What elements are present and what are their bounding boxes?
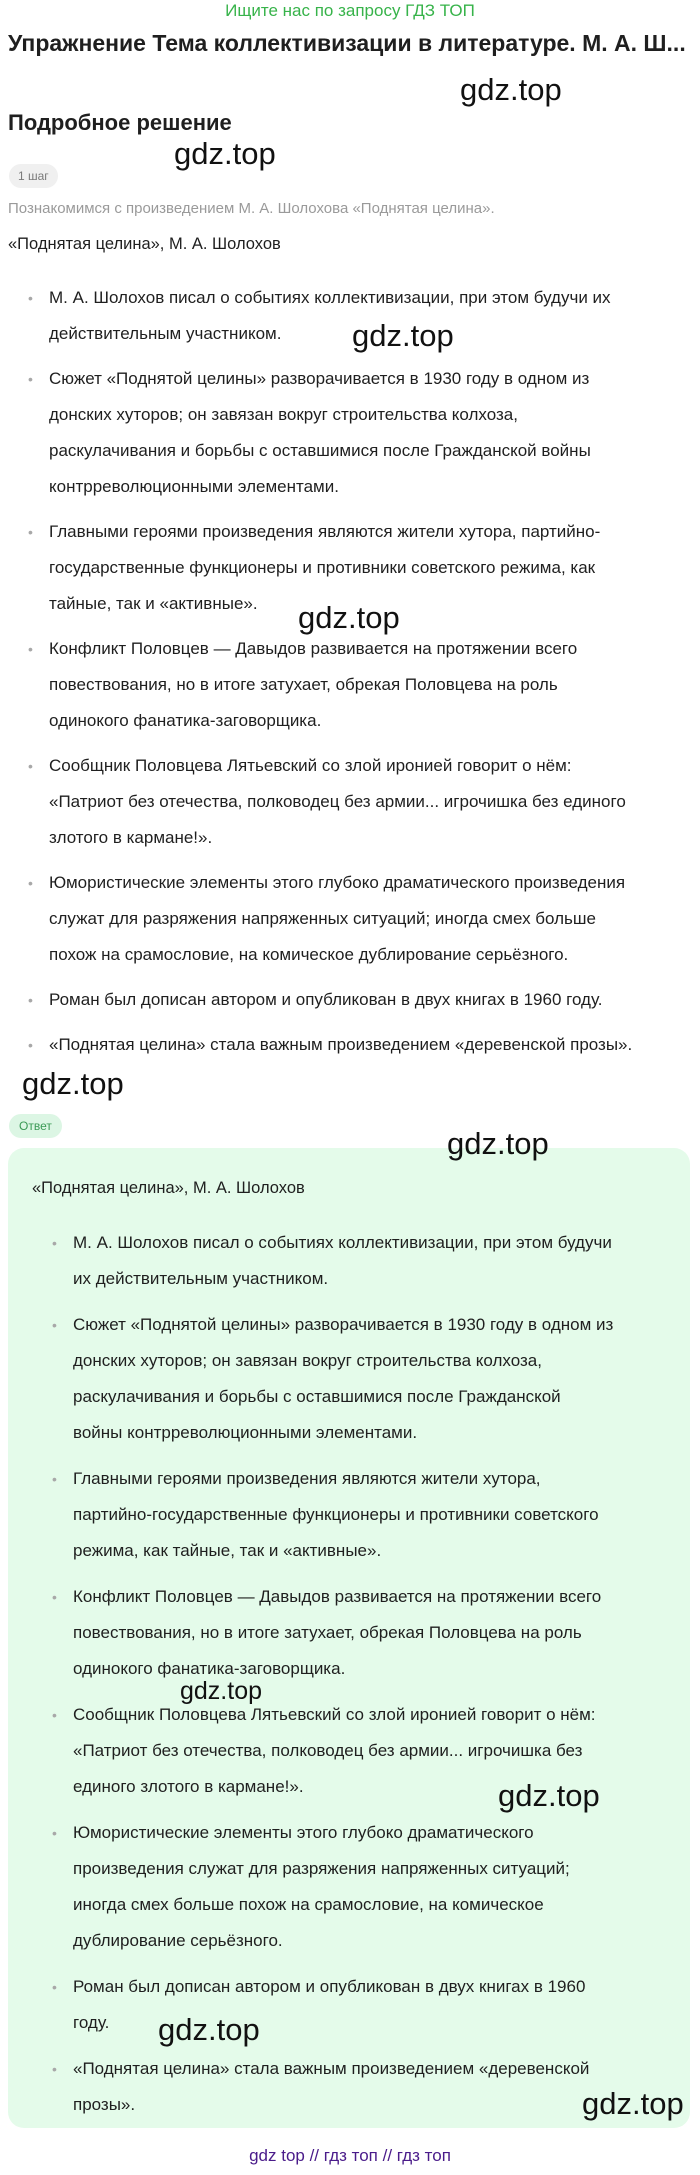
list-item-line: контрреволюционными элементами. (49, 477, 339, 496)
bullet-icon: • (28, 371, 33, 387)
bullet-icon: • (52, 1317, 57, 1333)
solution-heading: Подробное решение (8, 110, 232, 135)
list-item-line: действительным участником. (49, 324, 282, 343)
list-item-line: похож на срамословие, на комическое дублирование серьёзного. (49, 945, 569, 964)
list-item-line: году. (73, 2013, 110, 2032)
step-badge: 1 шаг (9, 164, 58, 188)
answer-badge: Ответ (9, 1114, 62, 1138)
list-item-line: «Поднятая целина» стала важным произведением «деревенской прозы». (49, 1035, 633, 1054)
list-item (52, 1225, 673, 1297)
list-item-line: «Патриот без отечества, полководец без армии... игрочишка без единого (49, 792, 626, 811)
list-item-line: Конфликт Половцев — Давыдов развивается на протяжении всего (49, 639, 578, 658)
list-item-line: их действительным участником. (73, 1269, 329, 1288)
list-item-line: одинокого фанатика-заговорщика. (73, 1659, 346, 1678)
bullet-icon: • (28, 1037, 33, 1053)
bullet-icon: • (28, 290, 33, 306)
list-item-line: Юмористические элементы этого глубоко драматического (73, 1823, 534, 1842)
list-item-line: Роман был дописан автором и опубликован в двух книгах в 1960 году. (49, 990, 603, 1009)
answer-list (52, 1225, 673, 2133)
list-item-line: Юмористические элементы этого глубоко драматического произведения (49, 873, 626, 892)
list-item-line: произведения служат для разряжения напряженных ситуаций; (73, 1859, 570, 1878)
book-title: «Поднятая целина», М. А. Шолохов (8, 235, 281, 253)
bullet-icon: • (52, 1707, 57, 1723)
list-item-line: М. А. Шолохов писал о событиях коллективизации, при этом будучи (73, 1233, 612, 1252)
list-item-line: государственные функционеры и противники советского режима, как (49, 558, 596, 577)
list-item-line: дублирование серьёзного. (73, 1931, 283, 1950)
watermark: gdz.top (174, 136, 276, 171)
list-item (28, 748, 694, 856)
list-item-line: «Патриот без отечества, полководец без армии... игрочишка без (73, 1741, 583, 1760)
list-item (28, 865, 694, 973)
answer-book-title: «Поднятая целина», М. А. Шолохов (32, 1179, 305, 1197)
list-item-line: повествования, но в итоге затухает, обрекая Половцева на роль (49, 675, 558, 694)
bullet-icon: • (28, 875, 33, 891)
list-item-line: Конфликт Половцев — Давыдов развивается на протяжении всего (73, 1587, 602, 1606)
list-item-line: М. А. Шолохов писал о событиях коллективизации, при этом будучи их (49, 288, 611, 307)
list-item-line: служат для разряжения напряженных ситуаций; иногда смех больше (49, 909, 596, 928)
bullet-icon: • (52, 1825, 57, 1841)
list-item-line: одинокого фанатика-заговорщика. (49, 711, 322, 730)
search-hint-link[interactable]: Ищите нас по запросу ГДЗ ТОП (225, 1, 475, 20)
list-item-line: партийно-государственные функционеры и противники советского (73, 1505, 599, 1524)
list-item-line: донских хуторов; он завязан вокруг строительства колхоза, (49, 405, 518, 424)
list-item-line: раскулачивания и борьбы с оставшимися после Гражданской (73, 1387, 561, 1406)
watermark: gdz.top (498, 1778, 600, 1813)
watermark: gdz.top (352, 318, 454, 353)
page-title: Упражнение Тема коллективизации в литературе. М. А. Ш... (8, 30, 686, 56)
list-item-line: злотого в кармане!». (49, 828, 213, 847)
list-item (52, 1307, 673, 1451)
watermark: gdz.top (180, 1677, 263, 1705)
list-item-line: Сюжет «Поднятой целины» разворачивается в 1930 году в одном из (49, 369, 590, 388)
bullet-icon: • (52, 1589, 57, 1605)
solution-list (28, 280, 694, 1072)
list-item-line: прозы». (73, 2095, 136, 2114)
bullet-icon: • (28, 641, 33, 657)
watermark: gdz.top (460, 72, 562, 107)
bullet-icon: • (52, 2061, 57, 2077)
watermark: gdz.top (158, 2012, 260, 2047)
list-item (52, 1579, 673, 1687)
list-item-line: «Поднятая целина» стала важным произведением «деревенской (73, 2059, 590, 2078)
watermark: gdz.top (298, 600, 400, 635)
list-item-line: раскулачивания и борьбы с оставшимися после Гражданской войны (49, 441, 591, 460)
list-item-line: повествования, но в итоге затухает, обрекая Половцева на роль (73, 1623, 582, 1642)
list-item-line: войны контрреволюционными элементами. (73, 1423, 418, 1442)
footer-links[interactable]: gdz top // гдз топ // гдз топ (249, 2146, 451, 2165)
list-item (28, 361, 694, 505)
list-item-line: Роман был дописан автором и опубликован в двух книгах в 1960 (73, 1977, 586, 1996)
list-item (28, 631, 694, 739)
list-item-line: Сообщник Половцева Лятьевский со злой иронией говорит о нём: (73, 1705, 596, 1724)
list-item (52, 1461, 673, 1569)
list-item-line: режима, как тайные, так и «активные». (73, 1541, 382, 1560)
list-item-line: единого злотого в кармане!». (73, 1777, 304, 1796)
bullet-icon: • (28, 524, 33, 540)
list-item-line: Главными героями произведения являются жители хутора, (73, 1469, 541, 1488)
watermark: gdz.top (447, 1126, 549, 1161)
list-item-line: иногда смех больше похож на срамословие, на комическое (73, 1895, 544, 1914)
bullet-icon: • (52, 1471, 57, 1487)
watermark: gdz.top (582, 2086, 684, 2121)
list-item-line: тайные, так и «активные». (49, 594, 258, 613)
list-item-line: донских хуторов; он завязан вокруг строительства колхоза, (73, 1351, 542, 1370)
list-item (28, 982, 694, 1018)
list-item (28, 1027, 694, 1063)
bullet-icon: • (28, 992, 33, 1008)
bullet-icon: • (52, 1979, 57, 1995)
watermark: gdz.top (22, 1066, 124, 1101)
bullet-icon: • (52, 1235, 57, 1251)
list-item-line: Главными героями произведения являются жители хутора, партийно- (49, 522, 601, 541)
solution-intro: Познакомимся с произведением М. А. Шолохова «Поднятая целина». (8, 200, 495, 217)
list-item-line: Сообщник Половцева Лятьевский со злой иронией говорит о нём: (49, 756, 572, 775)
list-item (52, 1815, 673, 1959)
list-item-line: Сюжет «Поднятой целины» разворачивается в 1930 году в одном из (73, 1315, 614, 1334)
bullet-icon: • (28, 758, 33, 774)
